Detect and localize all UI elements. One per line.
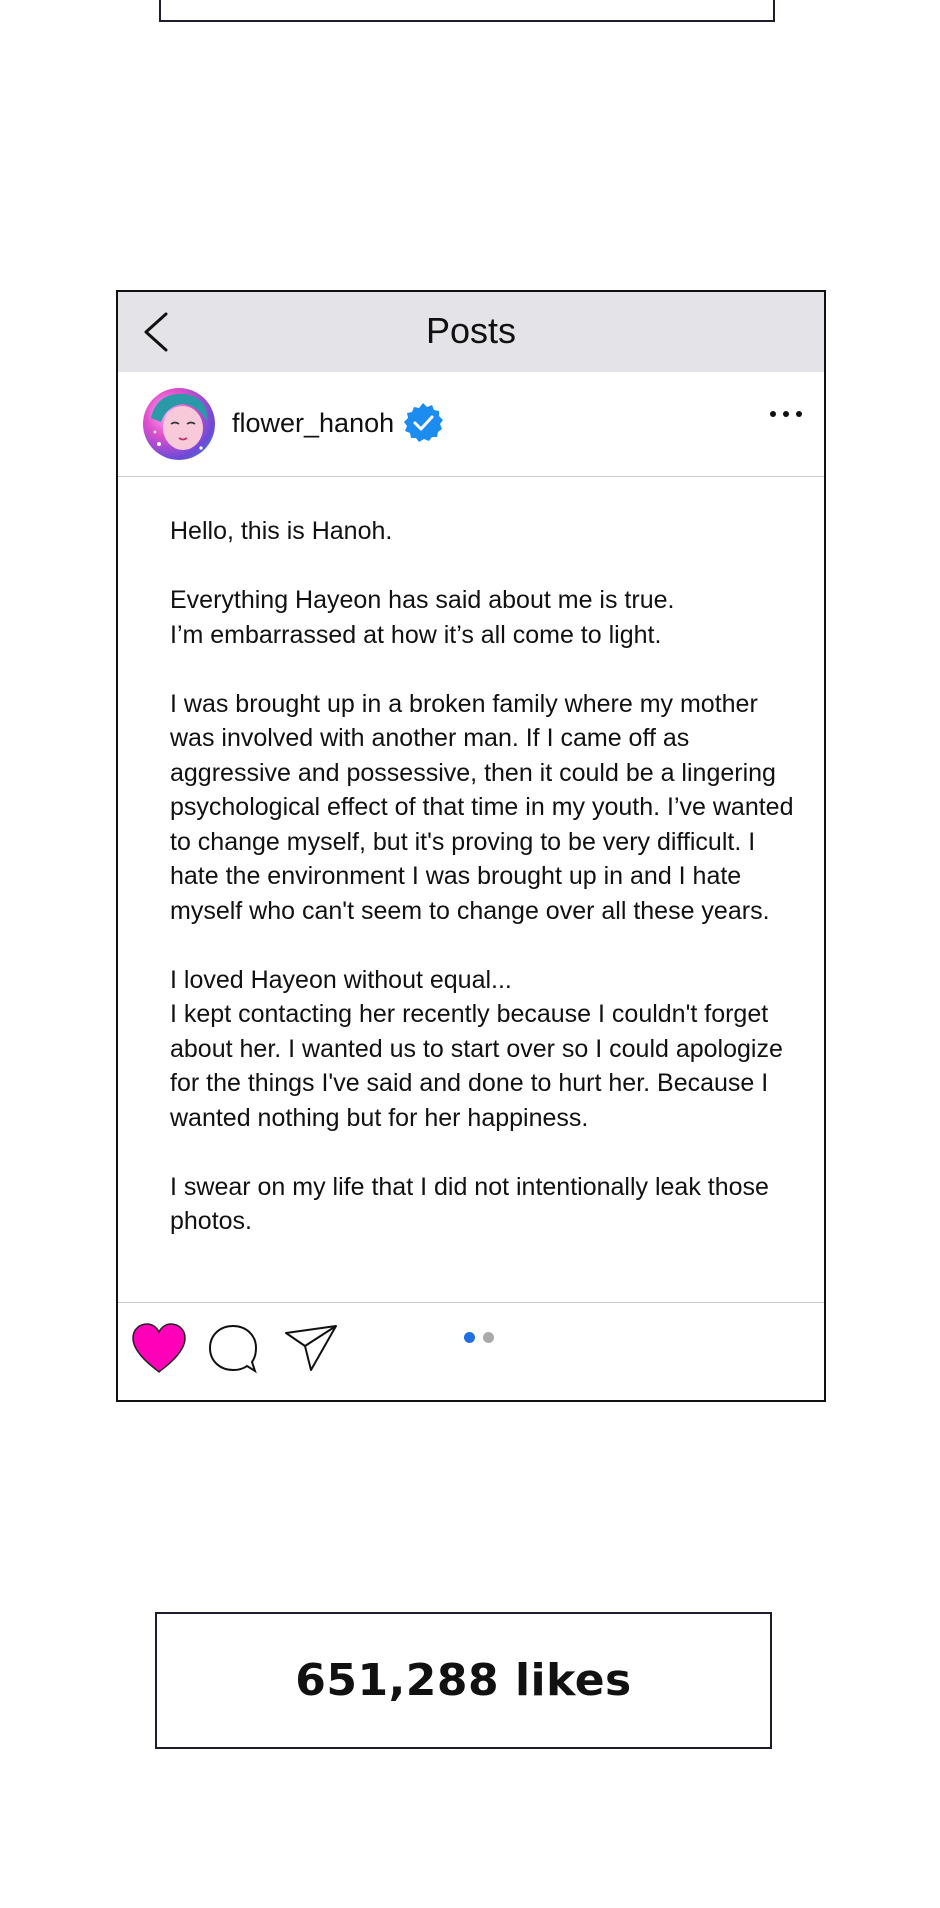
post-paragraph: I was brought up in a broken family where my mother was involved with another man. If I came off as aggressive and possessive, then it could be a lingering psychological effect of that time in my youth. I’ve wanted to change myself, but it's proving to be very difficult. I hate the environment I was brought up in and I hate myself who can't seem to change over all these years. (170, 689, 794, 925)
avatar-illustration-icon (143, 388, 215, 460)
comment-icon[interactable] (207, 1323, 259, 1375)
post-paragraph: Hello, this is Hanoh. (170, 517, 393, 545)
post-paragraph: Everything Hayeon has said about me is true. I’m embarrassed at how it’s all come to light. (170, 586, 675, 649)
post-action-bar (118, 1302, 824, 1403)
post-author-row (118, 372, 824, 477)
send-share-icon[interactable] (283, 1323, 339, 1373)
likes-count: 651,288 likes (295, 1655, 632, 1706)
post-paragraph: I swear on my life that I did not intentionally leak those photos. (170, 1172, 769, 1235)
page-title: Posts (425, 310, 517, 351)
likes-caption-box (155, 1612, 772, 1749)
caption-box-top (159, 0, 775, 22)
like-heart-icon[interactable] (130, 1321, 188, 1375)
posts-header (118, 292, 824, 372)
username-link[interactable]: flower_hanoh (232, 408, 395, 438)
verified-badge-icon (402, 402, 444, 444)
more-options-icon[interactable] (766, 402, 806, 426)
carousel-dot[interactable] (483, 1332, 494, 1343)
avatar[interactable] (143, 388, 215, 460)
carousel-indicator (464, 1332, 504, 1346)
carousel-dot-active[interactable] (464, 1332, 475, 1343)
post-caption (170, 514, 800, 1273)
post-paragraph: I loved Hayeon without equal... I kept contacting her recently because I couldn't forget about her. I wanted us to start over so I could apologize for the things I've said and done to hurt her. Because I wanted nothing but for her happiness. (170, 965, 783, 1132)
post-card (116, 290, 826, 1402)
